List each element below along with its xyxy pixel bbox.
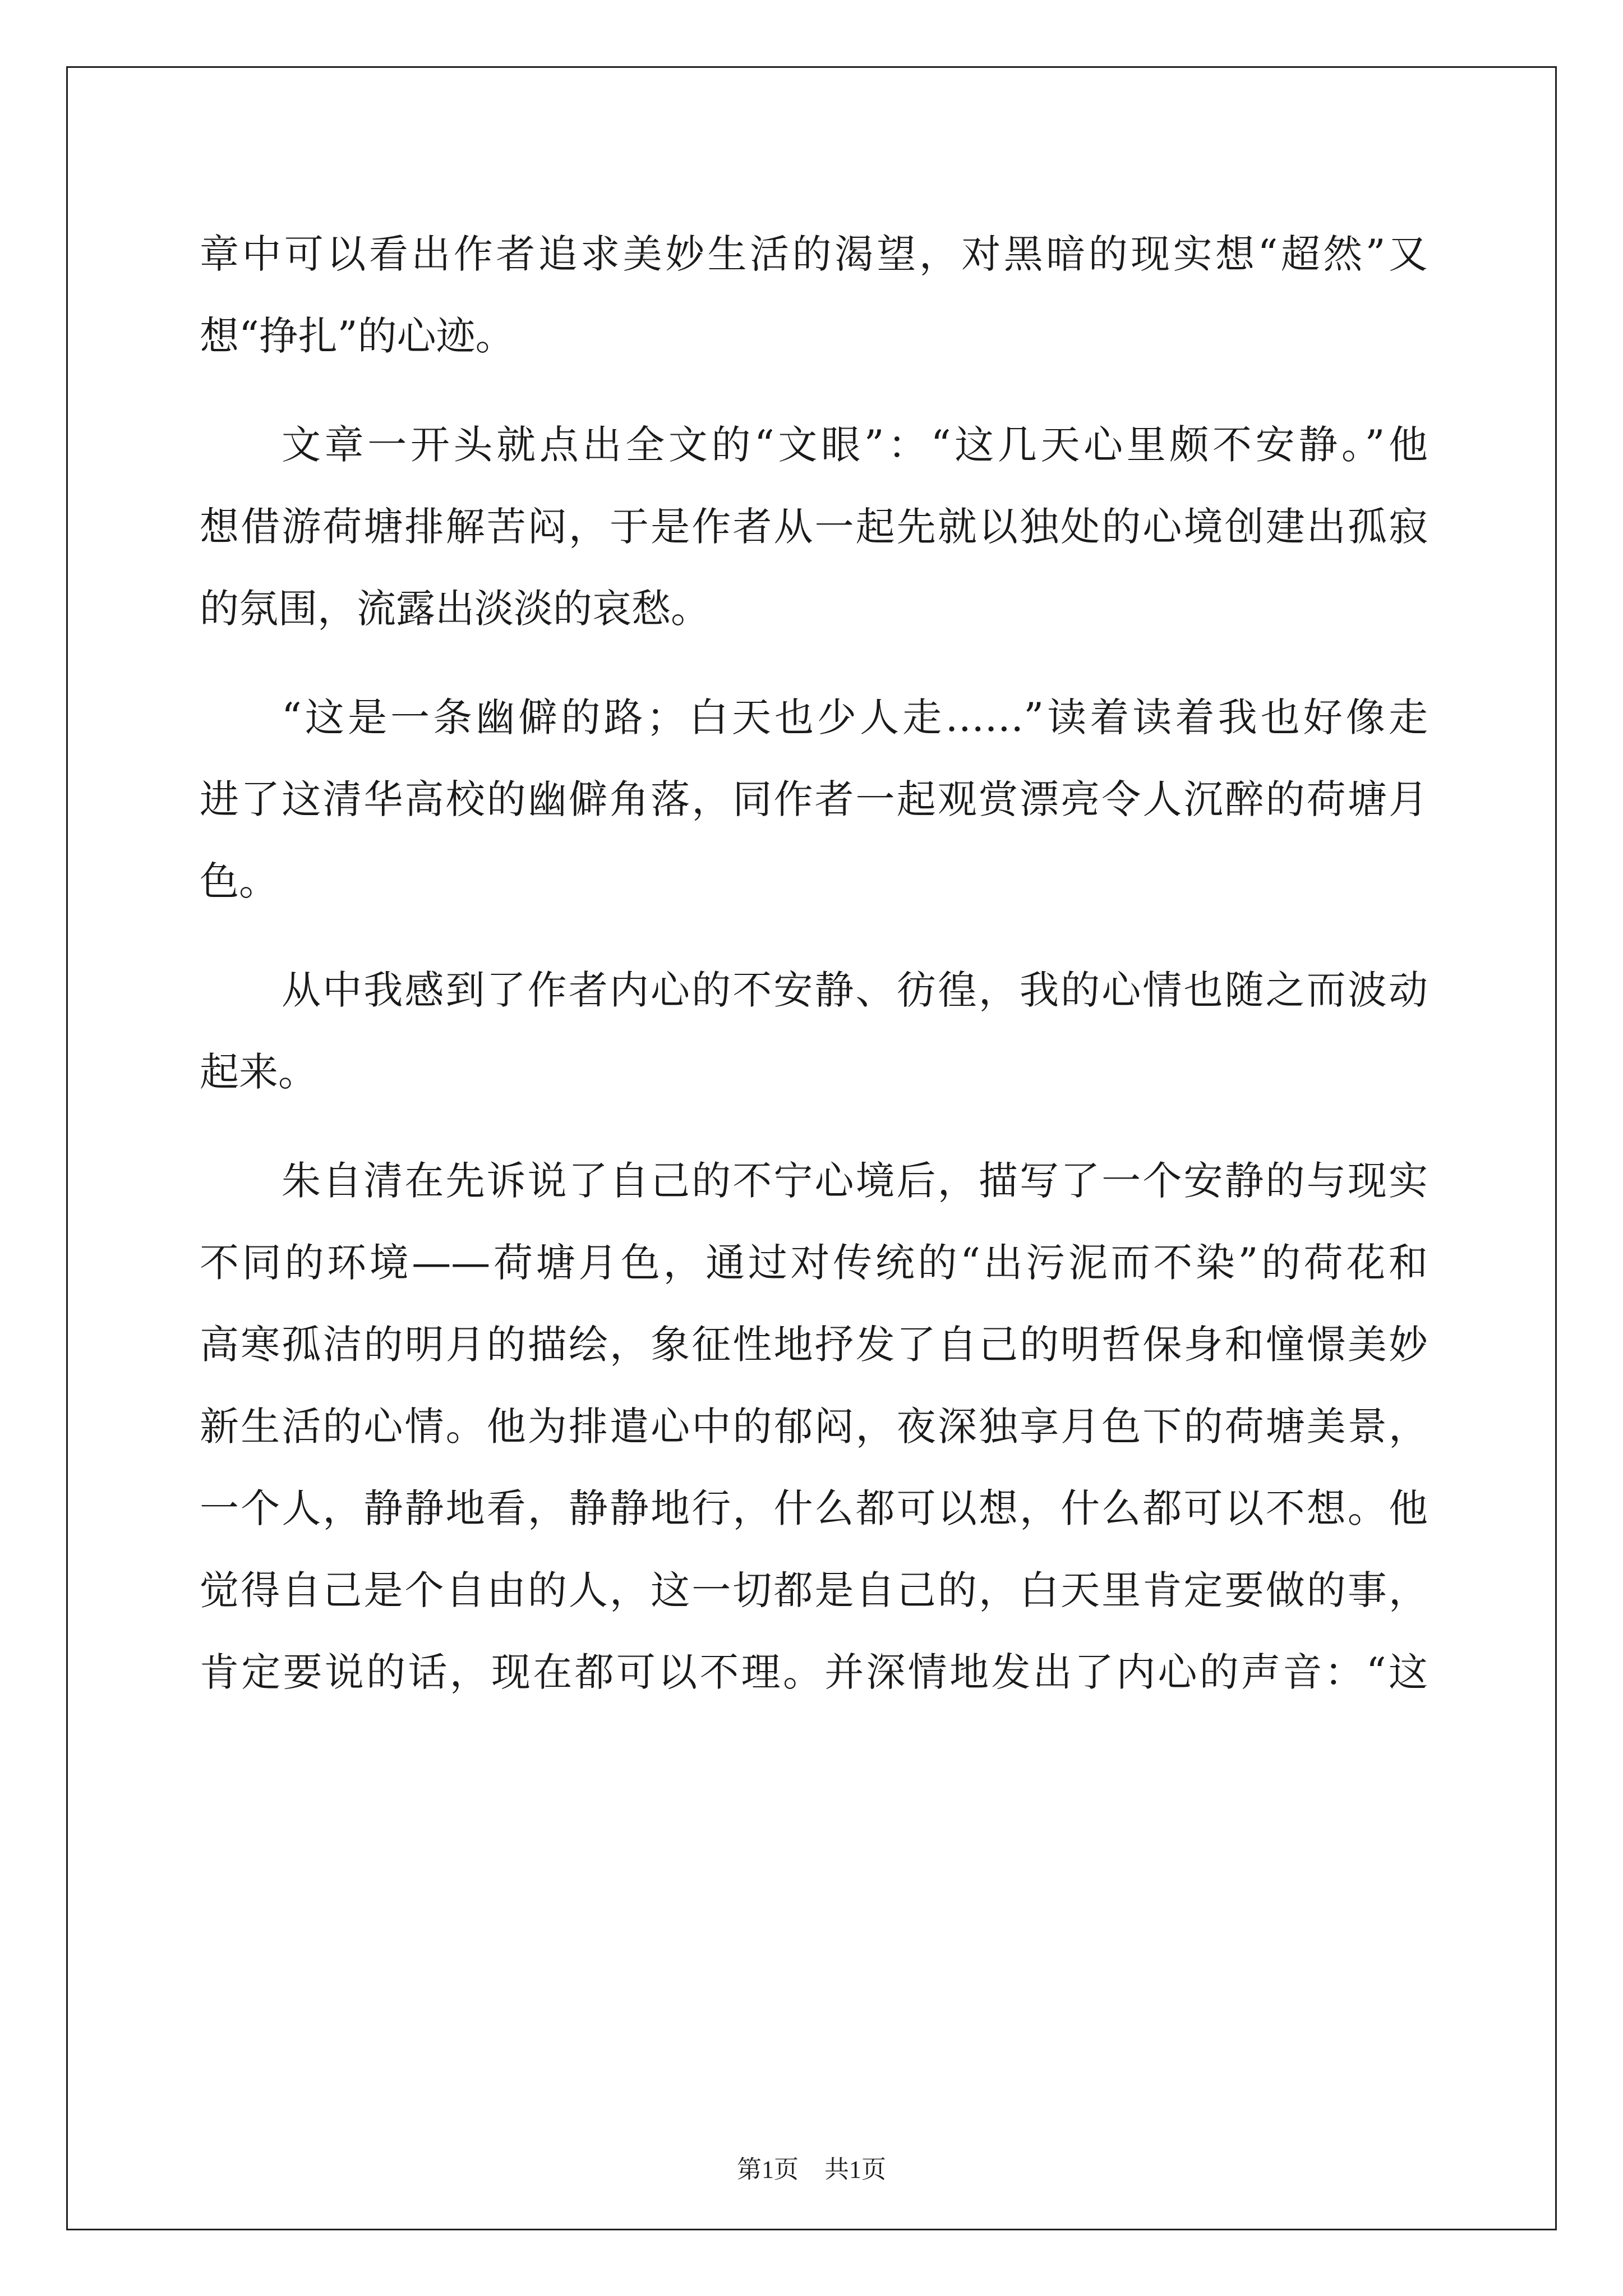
page-footer (0, 2153, 1623, 2187)
text-line: 章中可以看出作者追求美妙生活的渴望，对黑暗的现实想“超然”又 (200, 231, 1428, 277)
text-line: 从中我感到了作者内心的不安静、彷徨，我的心情也随之而波动 (282, 967, 1428, 1013)
text-line: 朱自清在先诉说了自己的不宁心境后，描写了一个安静的与现实 (282, 1158, 1428, 1204)
page-total: 共1页 (824, 2156, 886, 2183)
page-number: 第1页 (737, 2156, 799, 2183)
text-line: 想“挣扎”的心迹。 (200, 313, 515, 359)
text-line: 肯定要说的话，现在都可以不理。并深情地发出了内心的声音：“这 (200, 1649, 1428, 1695)
text-line: 色。 (200, 858, 278, 904)
text-line: 文章一开头就点出全文的“文眼”：“这几天心里颇不安静。”他 (282, 422, 1428, 468)
text-line: 不同的环境——荷塘月色，通过对传统的“出污泥而不染”的荷花和 (200, 1240, 1428, 1286)
document-body (200, 213, 1428, 1713)
text-line: 高寒孤洁的明月的描绘，象征性地抒发了自己的明哲保身和憧憬美妙 (200, 1322, 1428, 1368)
text-line: 想借游荷塘排解苦闷，于是作者从一起先就以独处的心境创建出孤寂 (200, 504, 1428, 550)
text-line: 一个人，静静地看，静静地行，什么都可以想，什么都可以不想。他 (200, 1485, 1428, 1531)
text-line: 起来。 (200, 1049, 317, 1095)
text-line: 新生活的心情。他为排遣心中的郁闷，夜深独享月色下的荷塘美景， (200, 1404, 1428, 1450)
text-line: 进了这清华高校的幽僻角落，同作者一起观赏漂亮令人沉醉的荷塘月 (200, 776, 1428, 822)
text-line: “这是一条幽僻的路；白天也少人走……”读着读着我也好像走 (282, 694, 1428, 740)
text-line: 的氛围，流露出淡淡的哀愁。 (200, 586, 710, 632)
text-line: 觉得自己是个自由的人，这一切都是自己的，白天里肯定要做的事， (200, 1567, 1428, 1613)
